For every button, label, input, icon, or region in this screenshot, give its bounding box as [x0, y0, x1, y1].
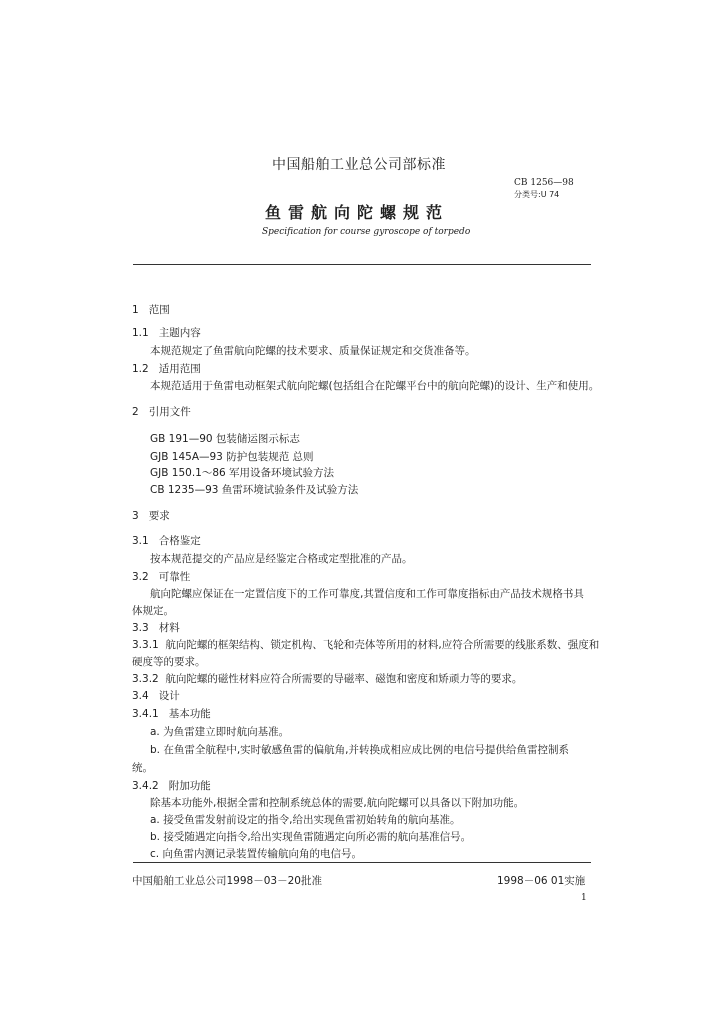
section-3-3-2	[132, 673, 522, 686]
header-divider	[133, 264, 591, 265]
section-1-2-heading	[132, 363, 201, 376]
section-3-4-1-item-b-line-2: 统。	[132, 762, 153, 774]
section-title: 可靠性	[158, 571, 191, 583]
section-title: 合格鉴定	[158, 535, 201, 547]
section-3-4-heading	[132, 690, 180, 703]
section-title: 附加功能	[168, 780, 211, 792]
footer-divider	[133, 862, 591, 863]
section-number: 3.1	[132, 535, 149, 547]
org-title: 中国船舶工业总公司部标准	[272, 157, 446, 173]
section-title: 范围	[148, 304, 170, 316]
section-title: 要求	[148, 510, 170, 522]
section-number: 3.4.2	[132, 780, 159, 792]
section-title: 适用范围	[158, 363, 201, 375]
section-3-1-body: 按本规范提交的产品应是经鉴定合格或定型批准的产品。	[150, 553, 413, 565]
section-title: 引用文件	[148, 406, 191, 418]
effective-date: 1998－06 01实施	[497, 875, 586, 887]
section-3-heading	[132, 510, 170, 523]
section-3-2-heading	[132, 571, 190, 584]
section-3-4-2-intro: 除基本功能外,根据全雷和控制系统总体的需要,航向陀螺可以具备以下附加功能。	[150, 797, 525, 809]
section-body: 航向陀螺的磁性材料应符合所需要的导磁率、磁饱和密度和矫顽力等的要求。	[165, 673, 523, 685]
section-3-3-1-line-2: 硬度等的要求。	[132, 656, 206, 668]
approval-date: 中国船舶工业总公司1998－03－20批准	[132, 875, 322, 887]
section-title: 基本功能	[168, 708, 211, 720]
section-3-3-1-line-1	[132, 639, 599, 652]
section-number: 3	[132, 510, 139, 522]
section-number: 1	[132, 304, 139, 316]
section-3-4-1-heading	[132, 708, 211, 721]
section-3-2-body-line-2: 体规定。	[132, 605, 174, 617]
document-title-english: Specification for course gyroscope of torpedo	[262, 227, 471, 237]
section-title: 设计	[158, 690, 180, 702]
section-3-4-1-item-b-line-1: b. 在鱼雷全航程中,实时敏感鱼雷的偏航角,并转换成相应成比例的电信号提供给鱼雷控制系	[150, 744, 570, 756]
section-3-4-2-item-c: c. 向鱼雷内测记录装置传输航向角的电信号。	[150, 848, 362, 860]
section-number: 3.3	[132, 622, 149, 634]
section-1-2-body: 本规范适用于鱼雷电动框架式航向陀螺(包括组合在陀螺平台中的航向陀螺)的设计、生产和使用。	[150, 380, 600, 392]
classification-number: 分类号:U 74	[514, 190, 560, 199]
section-title: 材料	[158, 622, 180, 634]
reference-item: GJB 145A—93 防护包装规范 总则	[150, 451, 314, 463]
section-3-1-heading	[132, 535, 201, 548]
section-number: 1.1	[132, 327, 149, 339]
section-body: 航向陀螺的框架结构、锁定机构、飞轮和壳体等所用的材料,应符合所需要的线胀系数、强度和	[165, 639, 600, 651]
section-3-4-2-item-b: b. 接受随遇定向指令,给出实现鱼雷随遇定向所必需的航向基准信号。	[150, 831, 472, 843]
section-number: 1.2	[132, 363, 149, 375]
section-1-1-body: 本规范规定了鱼雷航向陀螺的技术要求、质量保证规定和交货准备等。	[150, 345, 476, 357]
section-2-heading	[132, 406, 191, 419]
section-number: 2	[132, 406, 139, 418]
document-title: 鱼雷航向陀螺规范	[265, 203, 450, 222]
section-number: 3.4	[132, 690, 149, 702]
section-1-heading	[132, 304, 170, 317]
section-number: 3.2	[132, 571, 149, 583]
section-3-2-body-line-1: 航向陀螺应保证在一定置信度下的工作可靠度,其置信度和工作可靠度指标由产品技术规格书具	[150, 588, 584, 600]
reference-item: GB 191—90 包装储运图示标志	[150, 433, 300, 445]
section-1-1-heading	[132, 327, 201, 340]
section-3-4-2-heading	[132, 780, 211, 793]
section-number: 3.3.2	[132, 673, 159, 685]
section-3-4-2-item-a: a. 接受鱼雷发射前设定的指令,给出实现鱼雷初始转角的航向基准。	[150, 814, 461, 826]
section-number: 3.3.1	[132, 639, 159, 651]
page-number: 1	[581, 893, 587, 903]
section-number: 3.4.1	[132, 708, 159, 720]
section-3-3-heading	[132, 622, 180, 635]
reference-item: CB 1235—93 鱼雷环境试验条件及试验方法	[150, 484, 359, 496]
section-3-4-1-item-a: a. 为鱼雷建立即时航向基准。	[150, 726, 290, 738]
reference-item: GJB 150.1～86 军用设备环境试验方法	[150, 467, 335, 479]
section-title: 主题内容	[158, 327, 201, 339]
standard-number: CB 1256—98	[514, 178, 574, 188]
